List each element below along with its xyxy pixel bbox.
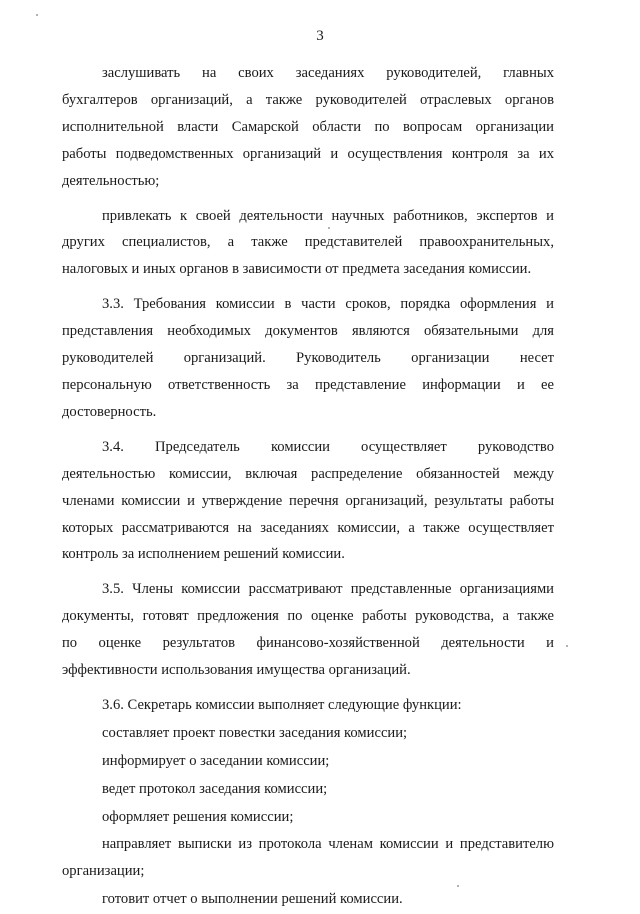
scan-speck xyxy=(566,645,568,647)
paragraph-involve-experts xyxy=(62,203,554,284)
paragraph-3-6 xyxy=(62,692,554,719)
text-line: эффективности использования имущества организаций. xyxy=(62,662,411,679)
text-line: готовит отчет о выполнении решений комиссии. xyxy=(102,891,403,908)
page-number: 3 xyxy=(316,28,324,44)
text-line: по оценке результатов финансово-хозяйственной деятельности и xyxy=(62,635,554,652)
text-line: составляет проект повестки заседания комиссии; xyxy=(102,724,408,741)
text-line: налоговых и иных органов в зависимости от предмета заседания комиссии. xyxy=(62,261,532,278)
text-line: организации; xyxy=(62,863,145,880)
list-item-agenda xyxy=(62,720,554,747)
scan-speck xyxy=(457,885,459,887)
paragraph-3-4 xyxy=(62,434,554,569)
paragraph-3-3 xyxy=(62,291,554,426)
text-line: ведет протокол заседания комиссии; xyxy=(102,780,328,797)
text-line: заслушивать на своих заседаниях руководителей, главных xyxy=(102,65,554,81)
list-item-decisions xyxy=(62,804,554,831)
text-line: 3.5. Члены комиссии рассматривают представленные организациями xyxy=(102,581,554,598)
text-line: 3.6. Секретарь комиссии выполняет следующие функции: xyxy=(102,696,462,713)
text-line: привлекать к своей деятельности научных работников, экспертов и xyxy=(102,207,554,224)
text-line: 3.3. Требования комиссии в части сроков, порядка оформления и xyxy=(102,296,554,313)
text-line: информирует о заседании комиссии; xyxy=(102,752,330,769)
paragraph-3-5 xyxy=(62,576,554,684)
paragraph-hearing-managers xyxy=(62,60,554,195)
text-line: деятельностью; xyxy=(62,172,160,189)
text-line: бухгалтеров организаций, а также руководителей отраслевых органов xyxy=(62,91,554,108)
text-line: 3.4. Председатель комиссии осуществляет руководство xyxy=(102,438,554,455)
text-line: оформляет решения комиссии; xyxy=(102,808,294,825)
text-line: документы, готовят предложения по оценке работы руководства, а также xyxy=(62,608,554,625)
list-item-minutes xyxy=(62,776,554,803)
text-line: контроль за исполнением решений комиссии. xyxy=(62,546,345,563)
text-line: других специалистов, а также представителей правоохранительных, xyxy=(62,234,554,251)
text-line: руководителей организаций. Руководитель организации несет xyxy=(62,350,554,367)
list-item-inform xyxy=(62,748,554,775)
text-line: деятельностью комиссии, включая распределение обязанностей между xyxy=(62,465,554,482)
scan-speck xyxy=(36,14,38,16)
text-line: исполнительной власти Самарской области по вопросам организации xyxy=(62,118,554,135)
text-line: достоверность. xyxy=(62,403,157,420)
text-line: работы подведомственных организаций и осуществления контроля за их xyxy=(62,145,554,162)
document-body xyxy=(62,60,554,914)
scan-speck xyxy=(328,227,330,229)
text-line: представления необходимых документов являются обязательными для xyxy=(62,323,554,340)
text-line: направляет выписки из протокола членам комиссии и представителю xyxy=(102,836,554,853)
text-line: которых рассматриваются на заседаниях комиссии, а также осуществляет xyxy=(62,519,554,536)
text-line: персональную ответственность за представление информации и ее xyxy=(62,376,554,393)
list-item-extracts xyxy=(62,831,554,885)
text-line: членами комиссии и утверждение перечня организаций, результаты работы xyxy=(62,492,554,509)
list-item-report xyxy=(62,886,554,913)
